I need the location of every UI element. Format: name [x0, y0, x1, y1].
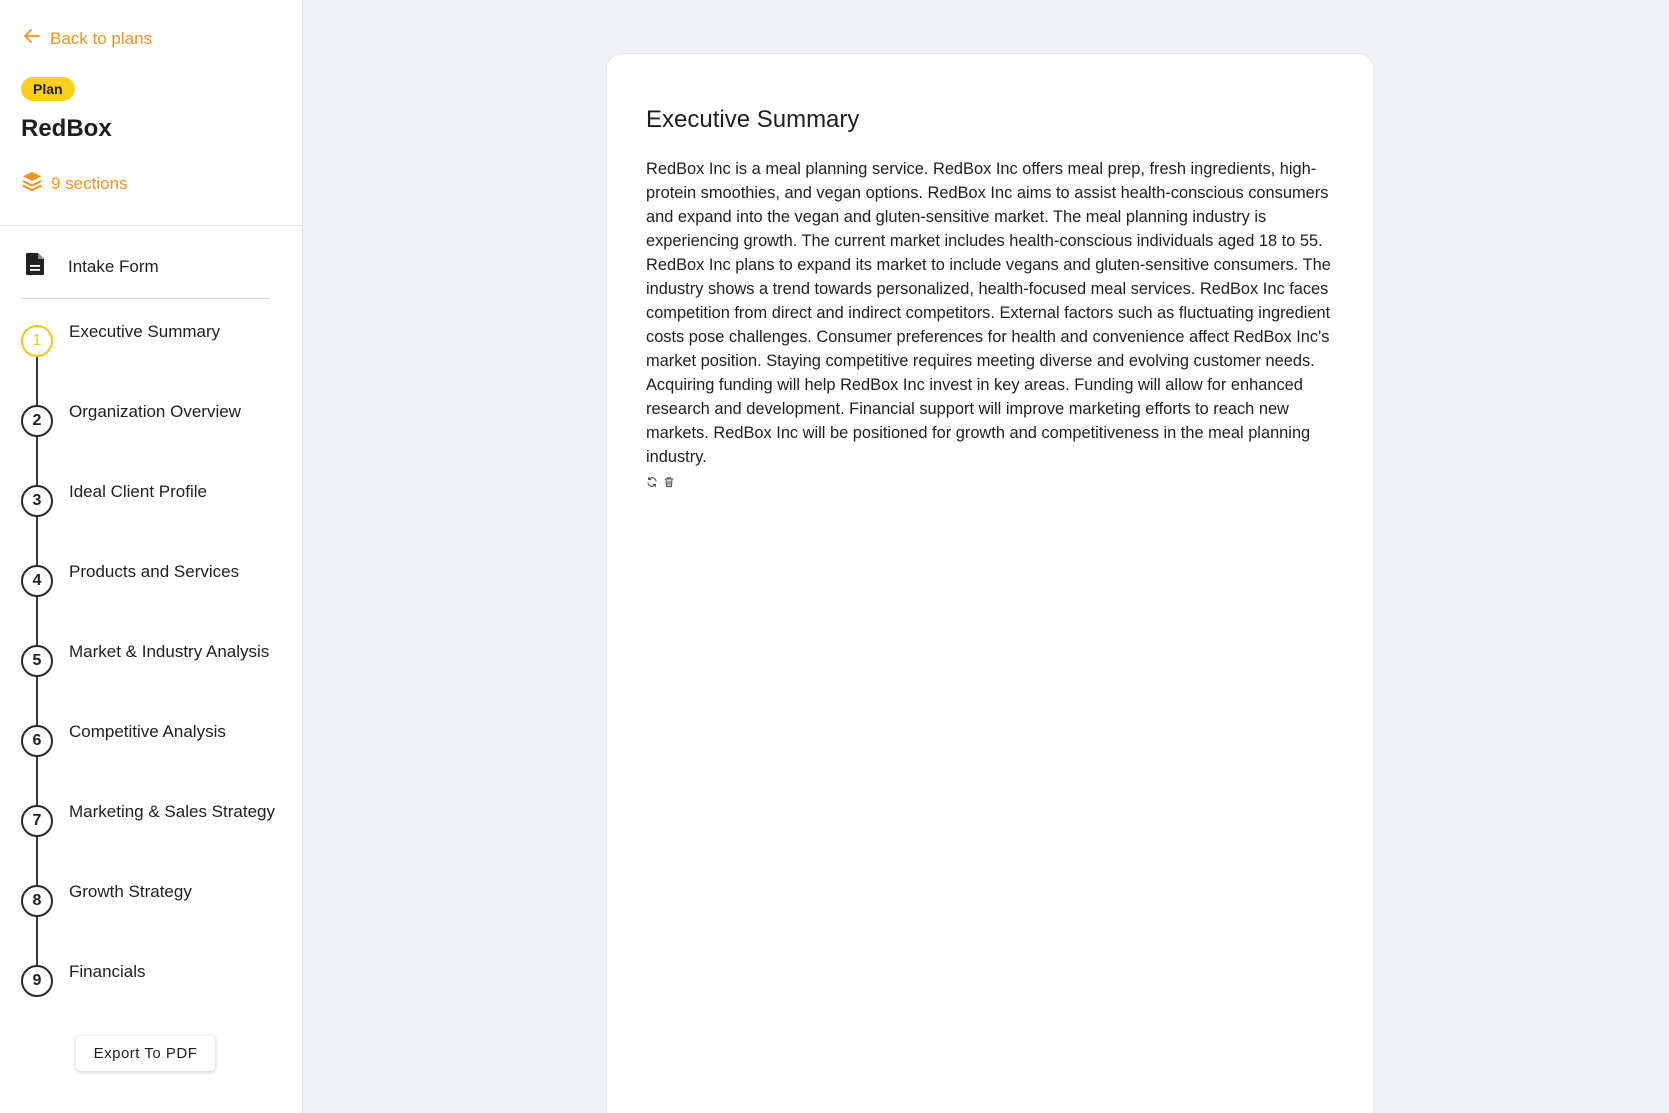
step-label: Marketing & Sales Strategy	[69, 802, 275, 821]
step-market-industry-analysis[interactable]	[0, 640, 303, 700]
step-label: Ideal Client Profile	[69, 482, 207, 501]
intake-form-label: Intake Form	[68, 256, 159, 276]
step-label: Financials	[69, 962, 146, 981]
step-number: 3	[21, 485, 53, 517]
export-to-pdf-button[interactable]: Export To PDF	[76, 1036, 215, 1071]
step-number: 6	[21, 725, 53, 757]
step-number: 8	[21, 885, 53, 917]
layers-icon	[21, 170, 43, 197]
section-heading: Executive Summary	[646, 106, 860, 133]
document-card	[606, 53, 1374, 1113]
step-number: 5	[21, 645, 53, 677]
step-label: Competitive Analysis	[69, 722, 226, 741]
step-organization-overview[interactable]	[0, 400, 303, 460]
plan-badge: Plan	[21, 77, 75, 101]
back-to-plans-link[interactable]	[22, 26, 152, 51]
back-to-plans-label: Back to plans	[50, 28, 153, 48]
trash-icon[interactable]	[663, 476, 675, 488]
step-label: Organization Overview	[69, 402, 241, 421]
step-marketing-sales-strategy[interactable]	[0, 800, 303, 860]
step-number: 9	[21, 965, 53, 997]
step-competitive-analysis[interactable]	[0, 720, 303, 780]
step-number: 2	[21, 405, 53, 437]
step-products-and-services[interactable]	[0, 560, 303, 620]
refresh-icon[interactable]	[646, 476, 658, 488]
step-label: Growth Strategy	[69, 882, 192, 901]
step-number: 7	[21, 805, 53, 837]
step-growth-strategy[interactable]	[0, 880, 303, 940]
sections-count-label: 9 sections	[51, 173, 128, 193]
document-icon	[24, 252, 46, 281]
sidebar	[0, 0, 303, 1113]
intake-form-link[interactable]	[24, 252, 159, 281]
step-label: Market & Industry Analysis	[69, 642, 270, 661]
sections-count	[21, 170, 128, 197]
step-ideal-client-profile[interactable]	[0, 480, 303, 540]
section-body: RedBox Inc is a meal planning service. RedBox Inc offers meal prep, fresh ingredients, high-protein smoothies, and vegan options. RedBox Inc aims to assist health-conscious consumers and expand into the vegan and gluten-sensitive market. The meal planning industry is experiencing growth. The current market includes health-conscious individuals aged 18 to 55. RedBox Inc plans to expand its market to include vegans and gluten-sensitive consumers. The industry shows a trend towards personalized, health-focused meal services. RedBox Inc faces competition from direct and indirect competitors. External factors such as fluctuating ingredient costs pose challenges. Consumer preferences for health and convenience affect RedBox Inc's market position. Staying competitive requires meeting diverse and evolving customer needs. Acquiring funding will help RedBox Inc invest in key areas. Funding will allow for enhanced research and development. Financial support will improve marketing efforts to reach new markets. RedBox Inc will be positioned for growth and competitiveness in the meal planning industry.	[646, 160, 1331, 466]
intake-divider	[22, 298, 270, 299]
sidebar-divider	[0, 225, 303, 226]
step-label: Executive Summary	[69, 322, 221, 341]
step-number: 4	[21, 565, 53, 597]
plan-title: RedBox	[21, 115, 112, 142]
arrow-left-icon	[22, 26, 42, 51]
step-label: Products and Services	[69, 562, 240, 581]
section-actions	[646, 476, 675, 488]
step-financials[interactable]	[0, 960, 303, 1020]
step-number: 1	[21, 325, 53, 357]
step-executive-summary[interactable]	[0, 320, 303, 380]
